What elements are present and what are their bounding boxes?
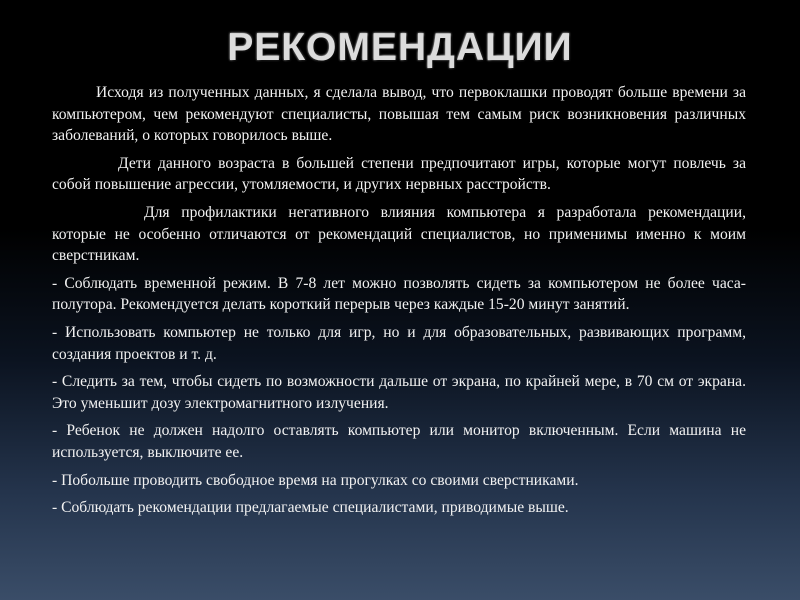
paragraph-games: Дети данного возраста в большей степени предпочитают игры, которые могут повлечь за собой повышение агрессии, утомляемости, и других нервных расстройств. — [52, 154, 746, 194]
recommendation-walks: - Побольше проводить свободное время на прогулках со своими сверстниками. — [52, 471, 579, 489]
slide-title: РЕКОМЕНДАЦИИ — [227, 26, 573, 69]
slide-body — [52, 82, 746, 525]
recommendation-screen-distance: - Следить за тем, чтобы сидеть по возможности дальше от экрана, по крайней мере, в 70 см от экрана. Это уменьшит дозу электромагнитного излучения. — [52, 373, 746, 412]
recommendation-time-limit: - Соблюдать временной режим. В 7-8 лет можно позволять сидеть за компьютером не более часа-полутора. Рекомендуется делать короткий перерыв через каждые 15-20 минут занятий. — [52, 274, 746, 314]
paragraph-conclusion: Исходя из полученных данных, я сделала вывод, что первоклашки проводят больше времени за компьютером, чем рекомендуют специалисты, повышая тем самым риск возникновения различных заболеваний, о которых говорилось выше. — [52, 84, 746, 145]
recommendation-follow-specialists: - Соблюдать рекомендации предлагаемые специалистами, приводимые выше. — [52, 499, 569, 517]
paragraph-prevention: Для профилактики негативного влияния компьютера я разработала рекомендации, которые не особенно отличаются от рекомендаций специалистов, но применимы именно к моим сверстникам. — [52, 203, 746, 265]
recommendation-turn-off: - Ребенок не должен надолго оставлять компьютер или монитор включенным. Если машина не используется, выключите ее. — [52, 422, 746, 461]
recommendation-educational-use: - Использовать компьютер не только для игр, но и для образовательных, развивающих программ, создания проектов и т. д. — [52, 323, 746, 363]
